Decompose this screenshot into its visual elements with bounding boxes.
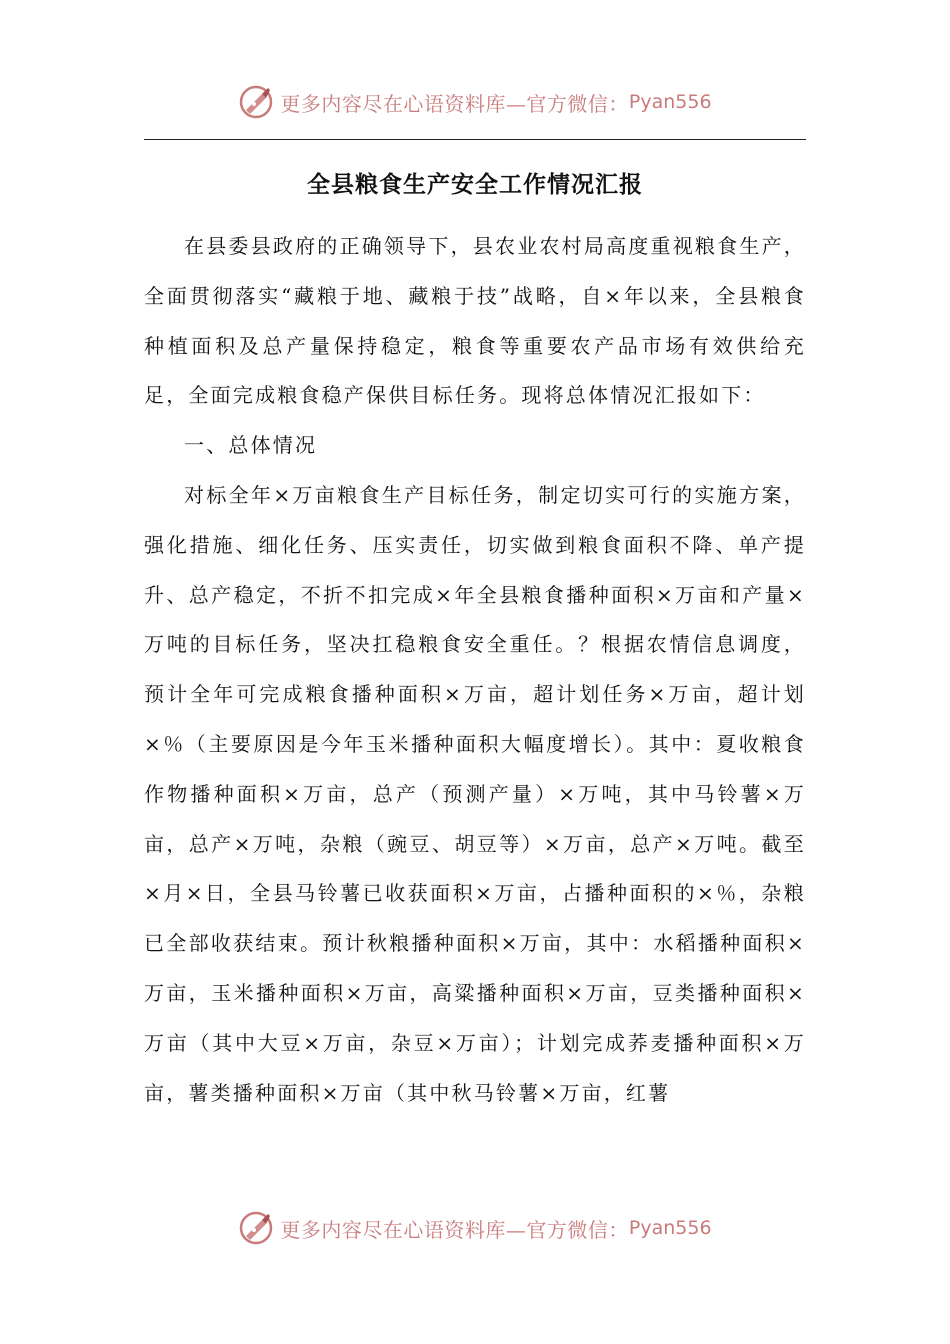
pen-logo-icon — [238, 84, 274, 120]
banner-wechat-id: Pyan556 — [628, 1217, 712, 1239]
header-divider — [144, 139, 806, 140]
header-banner — [0, 82, 950, 122]
document-body — [144, 222, 806, 1118]
document-title: 全县粮食生产安全工作情况汇报 — [307, 172, 643, 198]
banner-text: 更多内容尽在心语资料库—官方微信： — [280, 91, 629, 116]
banner-wechat-id: Pyan556 — [628, 91, 712, 113]
pen-logo-icon — [238, 1210, 274, 1246]
footer-banner — [0, 1208, 950, 1248]
banner-text: 更多内容尽在心语资料库—官方微信： — [280, 1217, 629, 1242]
paragraph: 在县委县政府的正确领导下，县农业农村局高度重视粮食生产，全面贯彻落实“藏粮于地、藏粮于技”战略，自×年以来，全县粮食种植面积及总产量保持稳定，粮食等重要农产品市场有效供给充足，全面完成粮食稳产保供目标任务。现将总体情况汇报如下： — [144, 234, 806, 408]
section-heading: 一、总体情况 — [184, 433, 318, 458]
paragraph: 对标全年×万亩粮食生产目标任务，制定切实可行的实施方案，强化措施、细化任务、压实责任，切实做到粮食面积不降、单产提升、总产稳定，不折不扣完成×年全县粮食播种面积×万亩和产量×万吨的目标任务，坚决扛稳粮食安全重任。？根据农情信息调度，预计全年可完成粮食播种面积×万亩，超计划任务×万亩，超计划×％（主要原因是今年玉米播种面积大幅度增长）。其中：夏收粮食作物播种面积×万亩，总产（预测产量）×万吨，其中马铃薯×万亩，总产×万吨，杂粮（豌豆、胡豆等）×万亩，总产×万吨。截至×月×日，全县马铃薯已收获面积×万亩，占播种面积的×％，杂粮已全部收获结束。预计秋粮播种面积×万亩，其中：水稻播种面积×万亩，玉米播种面积×万亩，高粱播种面积×万亩，豆类播种面积×万亩（其中大豆×万亩，杂豆×万亩）；计划完成荞麦播种面积×万亩，薯类播种面积×万亩（其中秋马铃薯×万亩，红薯 — [144, 482, 806, 1105]
